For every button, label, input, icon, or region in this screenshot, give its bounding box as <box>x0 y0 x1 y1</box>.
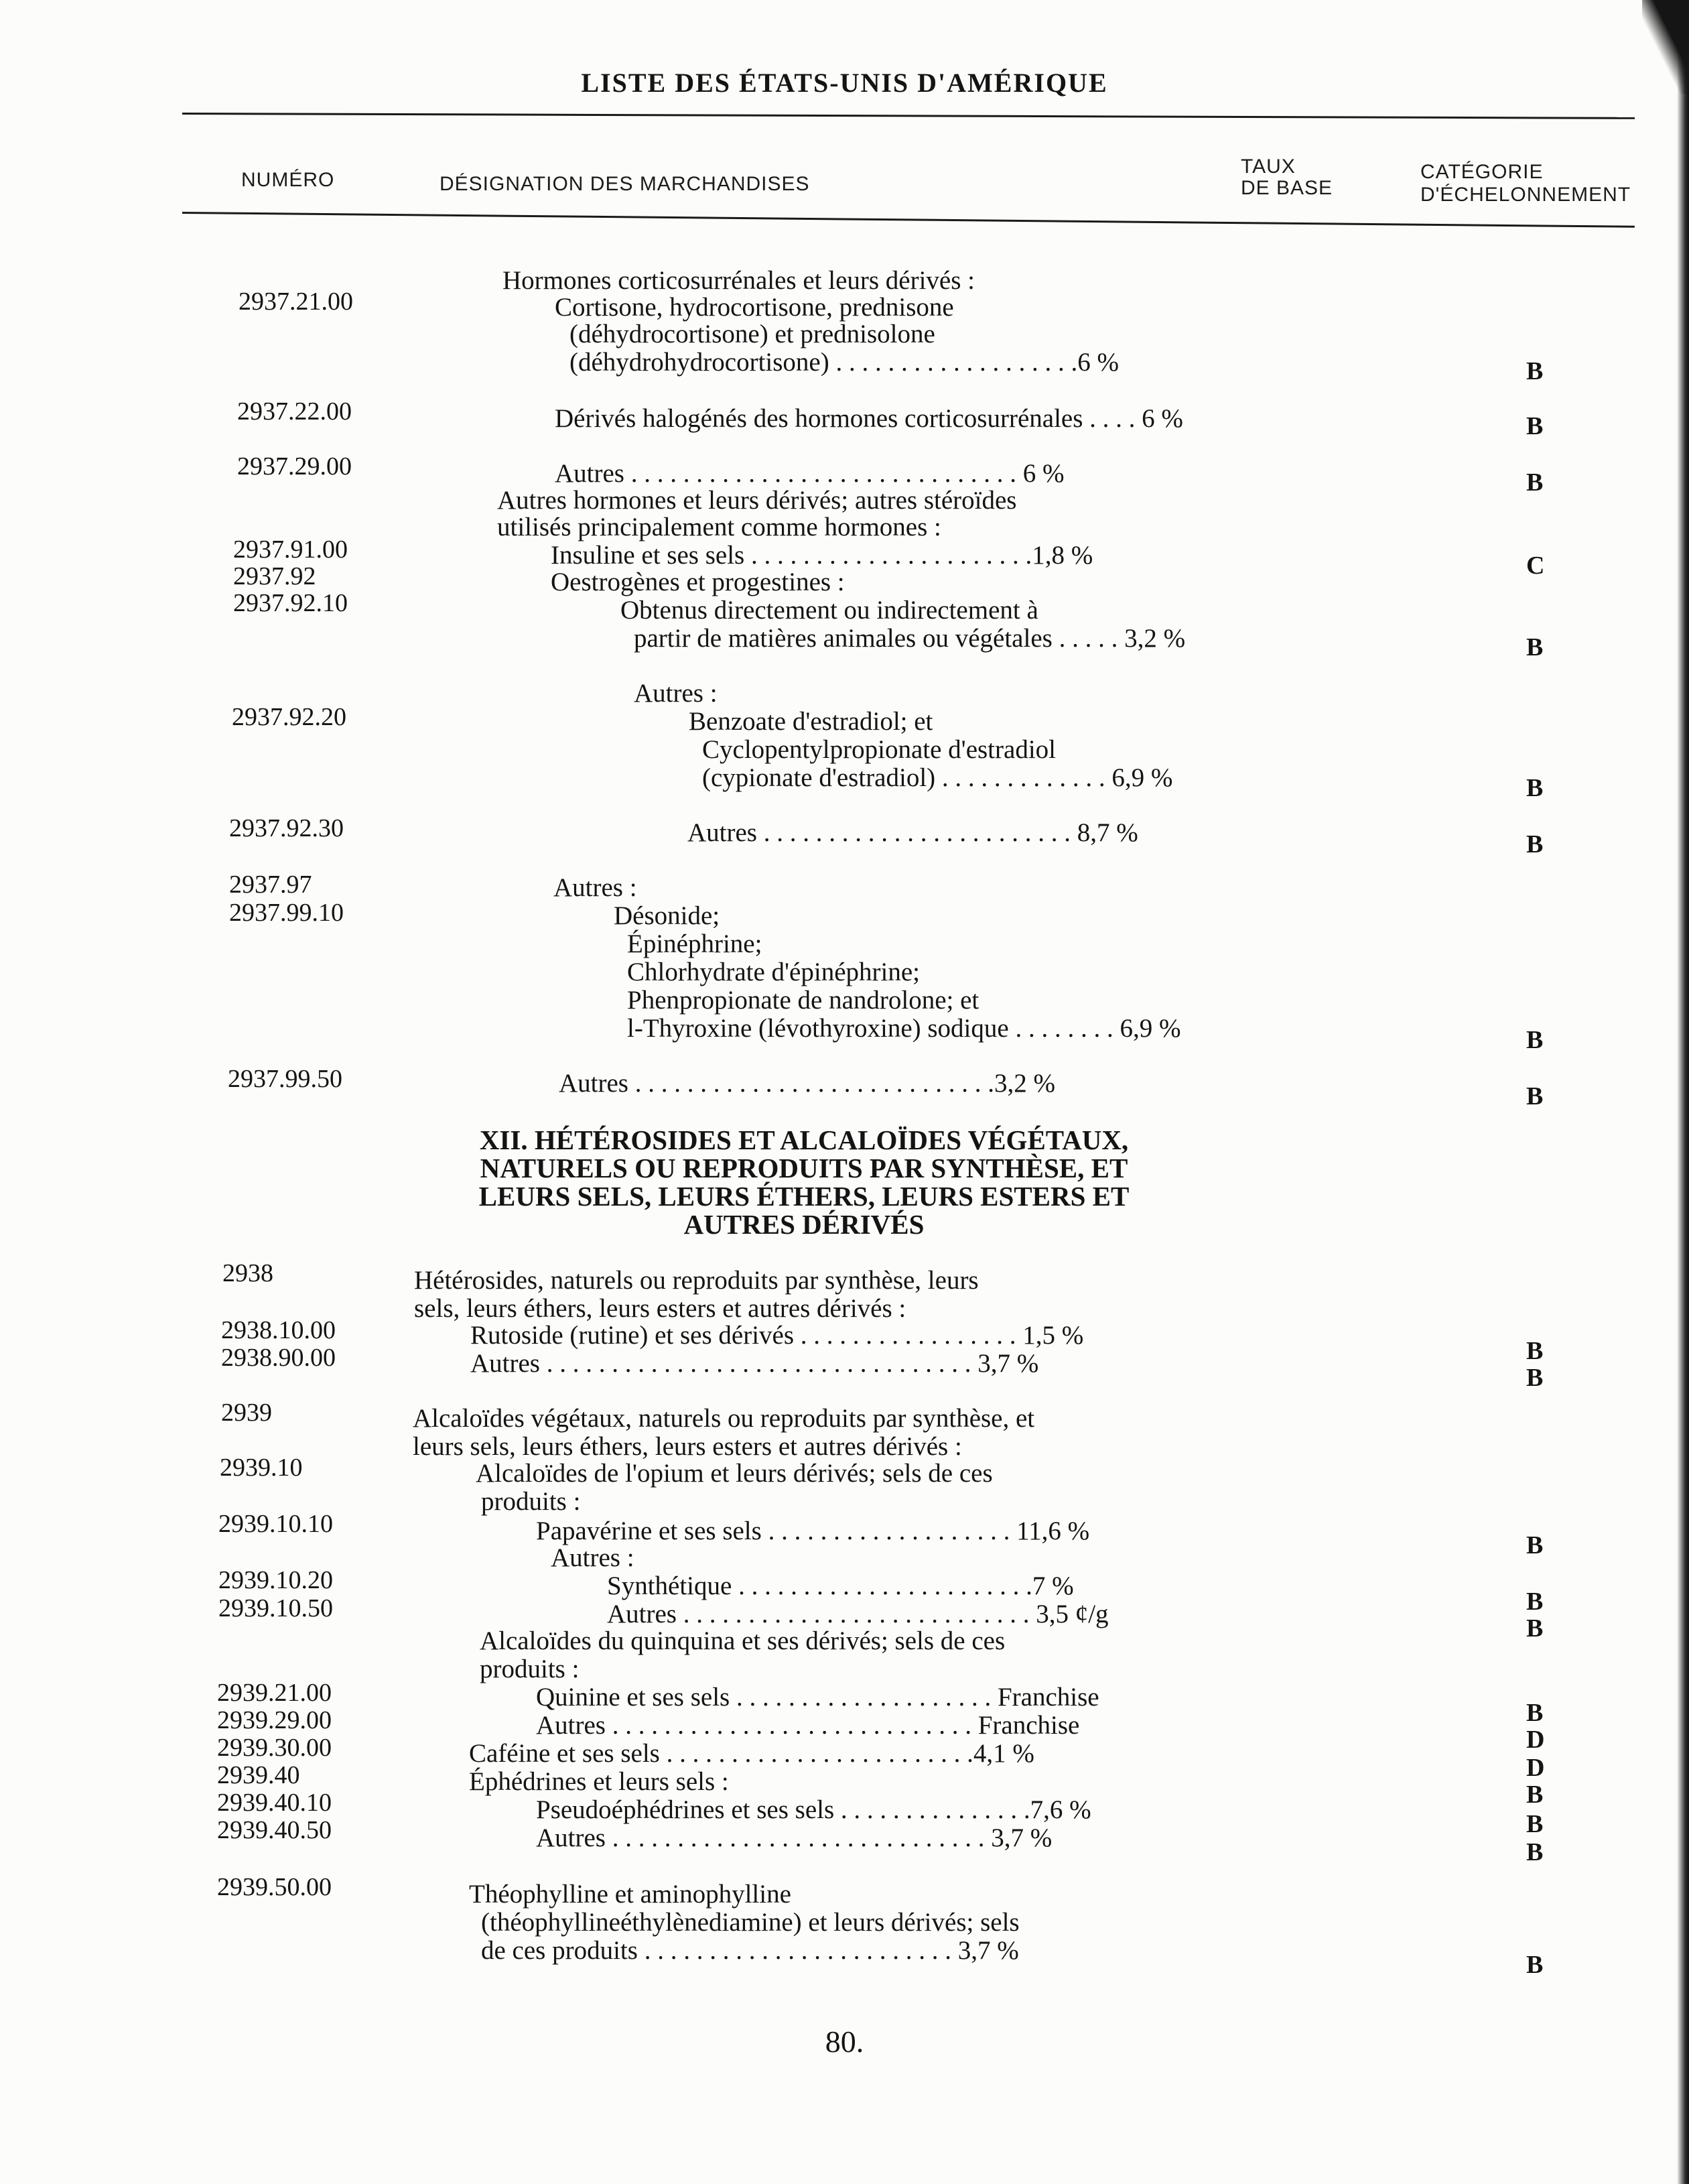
tariff-number: 2939.10.50 <box>218 1594 333 1622</box>
header-categorie-line2: D'ÉCHELONNEMENT <box>1420 184 1631 206</box>
category-letter: B <box>1526 1699 1544 1727</box>
tariff-number: 2939.29.00 <box>217 1706 332 1734</box>
header-top-rule <box>182 113 1635 119</box>
description-line: Oestrogènes et progestines : <box>551 568 845 596</box>
category-letter: B <box>1526 357 1544 385</box>
description-line: Synthétique . . . . . . . . . . . . . . . . . . . . . . .7 % <box>607 1571 1074 1600</box>
section-heading-line: XII. HÉTÉROSIDES ET ALCALOÏDES VÉGÉTAUX, <box>479 1125 1129 1155</box>
tariff-number: 2937.21.00 <box>239 287 353 316</box>
category-letter: B <box>1526 633 1544 661</box>
tariff-number: 2939.10 <box>220 1454 303 1482</box>
description-line: Obtenus directement ou indirectement à <box>620 596 1038 625</box>
description-line: (déhydrocortisone) et prednisolone <box>569 320 935 348</box>
category-letter: B <box>1526 1364 1544 1392</box>
description-line: Autres : <box>634 679 718 708</box>
tariff-number: 2939.30.00 <box>217 1734 332 1762</box>
description-line: (théophyllineéthylènediamine) et leurs dérivés; sels <box>481 1908 1020 1937</box>
description-line: Papavérine et ses sels . . . . . . . . . . . . . . . . . . . 11,6 % <box>536 1517 1090 1545</box>
header-bottom-rule <box>182 212 1635 228</box>
category-letter: B <box>1526 1838 1544 1866</box>
tariff-number: 2938 <box>222 1259 273 1287</box>
category-letter: B <box>1526 1588 1544 1616</box>
tariff-number: 2938.10.00 <box>221 1316 336 1344</box>
description-line: sels, leurs éthers, leurs esters et autres dérivés : <box>414 1294 906 1323</box>
category-letter: B <box>1526 1337 1544 1365</box>
page-title: LISTE DES ÉTATS-UNIS D'AMÉRIQUE <box>581 68 1108 98</box>
description-line: Autres : <box>553 873 637 902</box>
tariff-number: 2937.97 <box>229 871 312 899</box>
category-letter: B <box>1526 1026 1544 1054</box>
tariff-number: 2937.99.10 <box>229 899 344 927</box>
description-line: Autres hormones et leurs dérivés; autres stéroïdes <box>497 486 1017 515</box>
tariff-number: 2938.90.00 <box>221 1344 336 1372</box>
tariff-number: 2937.99.50 <box>228 1065 342 1093</box>
description-line: Autres . . . . . . . . . . . . . . . . . . . . . . . . . . . . . . 6 % <box>555 459 1065 488</box>
tariff-number: 2937.92 <box>233 562 316 590</box>
description-line: Insuline et ses sels . . . . . . . . . . . . . . . . . . . . . .1,8 % <box>551 541 1093 570</box>
description-line: de ces produits . . . . . . . . . . . . . . . . . . . . . . . . 3,7 % <box>481 1936 1019 1965</box>
section-heading <box>469 1126 1139 1238</box>
category-letter: B <box>1526 468 1544 497</box>
description-line: l-Thyroxine (lévothyroxine) sodique . . . . . . . . 6,9 % <box>627 1014 1181 1043</box>
tariff-number: 2939.10.10 <box>218 1510 333 1538</box>
description-line: Alcaloïdes du quinquina et ses dérivés; sels de ces <box>480 1626 1006 1655</box>
tariff-number: 2939.40.10 <box>217 1789 332 1817</box>
description-line: Cortisone, hydrocortisone, prednisone <box>555 293 954 322</box>
category-letter: B <box>1526 1614 1544 1643</box>
description-line: Autres . . . . . . . . . . . . . . . . . . . . . . . . . . . 3,5 ¢/g <box>607 1600 1109 1628</box>
category-letter: B <box>1526 1951 1544 1979</box>
header-numero: NUMÉRO <box>241 169 335 191</box>
category-letter: B <box>1526 1531 1544 1559</box>
description-line: Pseudoéphédrines et ses sels . . . . . . . . . . . . . . .7,6 % <box>536 1795 1091 1824</box>
category-letter: B <box>1526 830 1544 858</box>
tariff-number: 2937.92.10 <box>233 589 348 617</box>
description-line: Quinine et ses sels . . . . . . . . . . . . . . . . . . . . Franchise <box>536 1683 1099 1712</box>
description-line: Cyclopentylpropionate d'estradiol <box>702 735 1056 764</box>
section-heading-line: LEURS SELS, LEURS ÉTHERS, LEURS ESTERS ET <box>478 1181 1130 1212</box>
description-line: leurs sels, leurs éthers, leurs esters et autres dérivés : <box>413 1432 962 1461</box>
description-line: produits : <box>481 1487 581 1516</box>
description-line: Théophylline et aminophylline <box>469 1880 791 1909</box>
description-line: Épinéphrine; <box>627 929 762 958</box>
description-line: Désonide; <box>614 901 720 930</box>
tariff-number: 2939.10.20 <box>218 1566 333 1594</box>
header-taux-line1: TAUX <box>1241 155 1296 178</box>
description-line: Hétérosides, naturels ou reproduits par synthèse, leurs <box>414 1266 979 1295</box>
section-heading-line: NATURELS OU REPRODUITS PAR SYNTHÈSE, ET <box>480 1153 1128 1183</box>
description-line: Caféine et ses sels . . . . . . . . . . . . . . . . . . . . . . . .4,1 % <box>469 1739 1034 1768</box>
header-categorie-line1: CATÉGORIE <box>1420 161 1544 183</box>
header-designation: DÉSIGNATION DES MARCHANDISES <box>440 173 810 195</box>
category-letter: D <box>1526 1726 1545 1754</box>
category-letter: B <box>1526 1781 1544 1809</box>
description-line: Autres . . . . . . . . . . . . . . . . . . . . . . . . . . . . Franchise <box>536 1711 1080 1740</box>
tariff-number: 2939.40.50 <box>217 1816 332 1844</box>
description-line: (déhydrohydrocortisone) . . . . . . . . . . . . . . . . . . .6 % <box>569 348 1119 377</box>
category-letter: B <box>1526 1810 1544 1838</box>
scan-edge-shadow <box>1677 0 1689 2184</box>
description-line: Dérivés halogénés des hormones corticosurrénales . . . . 6 % <box>555 404 1183 433</box>
description-line: Chlorhydrate d'épinéphrine; <box>627 958 920 986</box>
description-line: Éphédrines et leurs sels : <box>469 1767 729 1796</box>
tariff-number: 2939 <box>221 1399 272 1427</box>
description-line: partir de matières animales ou végétales . . . . . 3,2 % <box>634 624 1186 653</box>
description-line: Rutoside (rutine) et ses dérivés . . . . . . . . . . . . . . . . . 1,5 % <box>470 1321 1084 1350</box>
description-line: Alcaloïdes de l'opium et leurs dérivés; sels de ces <box>476 1459 993 1488</box>
description-line: Autres . . . . . . . . . . . . . . . . . . . . . . . . . . . . . 3,7 % <box>536 1823 1053 1852</box>
header-taux-line2: DE BASE <box>1241 177 1333 199</box>
description-line: Autres : <box>551 1543 634 1572</box>
description-line: Autres . . . . . . . . . . . . . . . . . . . . . . . . . . . .3,2 % <box>559 1069 1055 1098</box>
description-line: Autres . . . . . . . . . . . . . . . . . . . . . . . . 8,7 % <box>687 818 1138 847</box>
category-letter: C <box>1526 552 1545 580</box>
description-line: (cypionate d'estradiol) . . . . . . . . . . . . . 6,9 % <box>702 763 1173 792</box>
tariff-number: 2937.91.00 <box>233 535 348 564</box>
description-line: Autres . . . . . . . . . . . . . . . . . . . . . . . . . . . . . . . . . 3,7 % <box>470 1349 1039 1378</box>
description-line: utilisés principalement comme hormones : <box>497 513 941 541</box>
description-line: Alcaloïdes végétaux, naturels ou reproduits par synthèse, et <box>413 1404 1035 1433</box>
tariff-number: 2939.21.00 <box>217 1679 332 1707</box>
description-line: Benzoate d'estradiol; et <box>689 707 933 736</box>
section-heading-line: AUTRES DÉRIVÉS <box>683 1209 925 1240</box>
category-letter: B <box>1526 412 1544 440</box>
tariff-number: 2939.50.00 <box>217 1873 332 1901</box>
description-line: Hormones corticosurrénales et leurs dérivés : <box>502 266 975 295</box>
tariff-number: 2939.40 <box>217 1761 300 1789</box>
tariff-number: 2937.92.20 <box>232 703 346 731</box>
description-line: produits : <box>480 1655 580 1683</box>
page-number: 80. <box>825 2025 864 2059</box>
tariff-number: 2937.92.30 <box>229 814 344 842</box>
category-letter: B <box>1526 1082 1544 1110</box>
category-letter: B <box>1526 774 1544 802</box>
tariff-number: 2937.29.00 <box>237 452 352 480</box>
category-letter: D <box>1526 1754 1545 1782</box>
description-line: Phenpropionate de nandrolone; et <box>627 986 979 1015</box>
tariff-number: 2937.22.00 <box>237 397 352 426</box>
